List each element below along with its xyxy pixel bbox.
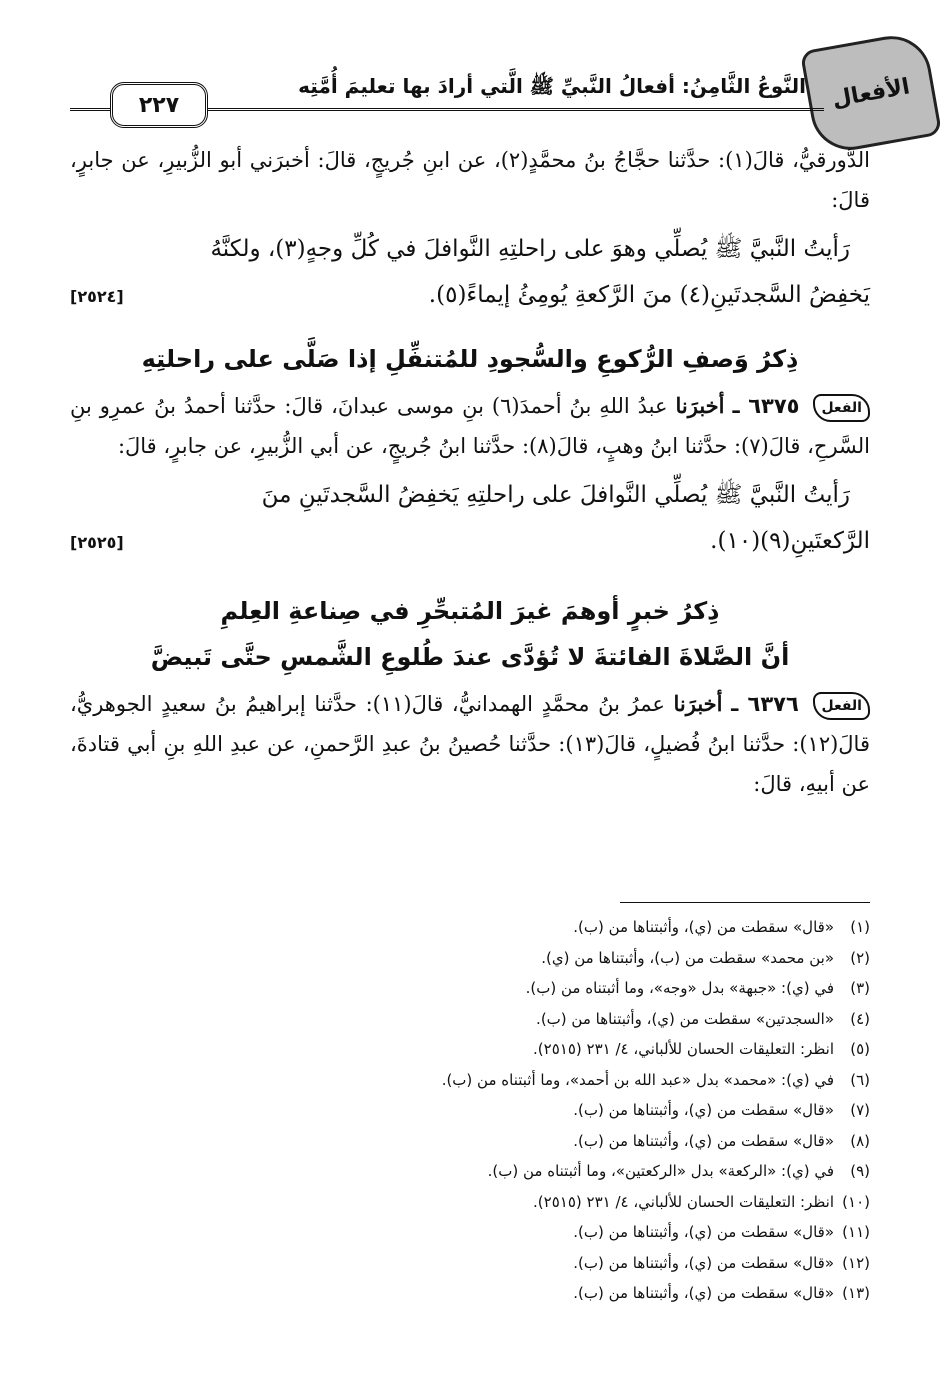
footnote-number: (١٢) <box>842 1253 870 1272</box>
footnote-text: «قال» سقطت من (ي)، وأثبتناها من (ب). <box>573 1101 834 1119</box>
hadith-number: ٦٣٧٥ ـ <box>732 394 800 418</box>
footnote-text: «قال» سقطت من (ي)، وأثبتناها من (ب). <box>573 1131 834 1150</box>
footnote-number: (٧) <box>850 1101 870 1119</box>
hadith-tag: الفعل <box>813 394 870 422</box>
section-heading-line2: أنَّ الصَّلاةَ الفائتةَ لا تُؤدَّى عندَ طُلوعِ الشَّمسِ حتَّى تَبيضَّ <box>150 643 790 671</box>
hadith-matn-end: يَخفِضُ السَّجدتَينِ(٤) منَ الرَّكعةِ يُومِئُ إيماءً(٥). <box>428 282 870 308</box>
main-text <box>70 140 870 804</box>
footnote <box>70 1217 870 1248</box>
hadith-tag: الفعل <box>813 692 870 720</box>
footnote <box>70 1034 870 1065</box>
footnote <box>70 1156 870 1187</box>
footnotes <box>70 912 870 1309</box>
isnad-continuation: الدَّورقيُّ، قالَ(١): حدَّثنا حجَّاجُ بنُ محمَّدٍ(٢)، عن ابنِ جُريجٍ، قالَ: أخبرَني أبو الزُّبيرِ، عن جابرٍ، قالَ: <box>70 148 870 212</box>
footnote-number: (٢) <box>850 948 870 967</box>
footnote <box>70 1126 870 1157</box>
hadith-isnad: عمرُ بنُ محمَّدٍ الهمدانيُّ، قالَ(١١): حدَّثنا إبراهيمُ بنُ سعيدٍ الجوهريُّ، قالَ(١٢): حدَّثنا ابنُ فُضيلٍ، قالَ(١٣): حدَّثنا حُصينُ بنُ عبدِ الرَّحمنِ، عن عبدِ اللهِ بنِ أبي قتادةَ، عن أبيهِ، قالَ: <box>70 692 870 796</box>
footnote-text: «قال» سقطت من (ي)، وأثبتناها من (ب). <box>573 918 834 936</box>
chapter-badge <box>800 30 942 156</box>
footnote <box>70 973 870 1004</box>
page-number-box <box>110 82 208 128</box>
footnote-text: انظر: التعليقات الحسان للألباني، ٤/ ٢٣١ (٢٥١٥). <box>533 1192 834 1211</box>
footnote-number: (٩) <box>850 1162 870 1180</box>
hadith-matn: رَأيتُ النَّبيَّ ﷺ يُصلِّي وهوَ على راحلتِهِ النَّوافلَ في كُلِّ وجهٍ(٣)، ولكنَّهُ <box>210 236 850 262</box>
hadith-isnad: عبدُ اللهِ بنُ أحمدَ(٦) بنِ موسى عبدانَ، قالَ: حدَّثنا أحمدُ بنُ عمرِو بنِ السَّرحِ، قالَ(٧): حدَّثنا ابنُ وهبٍ، قالَ(٨): حدَّثنا ابنُ جُريجٍ، عن أبي الزُّبيرِ، عن جابرٍ، قالَ: <box>70 394 870 458</box>
running-title: النَّوعُ الثَّامِنُ: أفعالُ النَّبيِّ ﷺ الَّتي أرادَ بها تعليمَ أُمَّتِه <box>298 74 806 98</box>
matn-end-line <box>70 518 870 566</box>
footnote-number: (٣) <box>850 979 870 997</box>
footnote-text: «قال» سقطت من (ي)، وأثبتناها من (ب). <box>573 1223 834 1241</box>
footnote <box>70 1004 870 1035</box>
footnote-number: (٥) <box>850 1040 870 1058</box>
footnote <box>70 1248 870 1279</box>
footnote <box>70 912 870 943</box>
hadith-matn: رَأيتُ النَّبيَّ ﷺ يُصلِّي النَّوافلَ على راحلتِهِ يَخفِضُ السَّجدتَينِ منَ <box>261 482 850 508</box>
section-heading: ذِكرُ وَصفِ الرُّكوعِ والسُّجودِ للمُتنفِّلِ إذا صَلَّى على راحلتِهِ <box>141 345 799 373</box>
section-heading: ذِكرُ خبرٍ أوهمَ غيرَ المُتبحِّرِ في صِناعةِ العِلمِ <box>220 597 720 625</box>
footnote-text: انظر: التعليقات الحسان للألباني، ٤/ ٢٣١ (٢٥١٥). <box>533 1040 834 1058</box>
running-header <box>70 60 934 130</box>
footnote-separator <box>620 902 870 903</box>
footnote-text: «قال» سقطت من (ي)، وأثبتناها من (ب). <box>573 1284 834 1302</box>
narration-start: أخبرَنا <box>675 393 725 418</box>
footnote-text: «السجدتين» سقطت من (ي)، وأثبتناها من (ب). <box>536 1009 834 1028</box>
footnote <box>70 943 870 974</box>
hadith-6376 <box>70 684 870 804</box>
narration-start: أخبرَنا <box>673 691 723 716</box>
footnote-text: «قال» سقطت من (ي)، وأثبتناها من (ب). <box>573 1253 834 1272</box>
page-number: ٢٢٧ <box>138 92 180 118</box>
footnote <box>70 1095 870 1126</box>
reference-number: [٢٥٢٥] <box>70 533 124 552</box>
footnote <box>70 1065 870 1096</box>
footnote <box>70 1278 870 1309</box>
footnote-number: (١) <box>850 918 870 936</box>
footnote-number: (٨) <box>850 1131 870 1150</box>
footnote-text: في (ي): «جبهة» بدل «وجه»، وما أثبتناه من (ب). <box>525 979 834 997</box>
reference-number: [٢٥٢٤] <box>70 287 124 306</box>
footnote-number: (٦) <box>850 1070 870 1089</box>
matn-end-line <box>70 272 870 320</box>
footnote-number: (١٠) <box>842 1192 870 1211</box>
footnote-number: (١٣) <box>842 1284 870 1302</box>
footnote-text: «بن محمد» سقطت من (ب)، وأثبتناها من (ي). <box>541 948 834 967</box>
footnote-text: في (ي): «الركعة» بدل «الركعتين»، وما أثبتناه من (ب). <box>487 1162 834 1180</box>
footnote <box>70 1187 870 1218</box>
footnote-text: في (ي): «محمد» بدل «عبد الله بن أحمد»، وما أثبتناه من (ب). <box>441 1070 834 1089</box>
hadith-matn-end: الرَّكعتَينِ(٩)(١٠). <box>710 528 870 554</box>
footnote-number: (٤) <box>850 1009 870 1028</box>
footnote-number: (١١) <box>842 1223 870 1241</box>
hadith-number: ٦٣٧٦ ـ <box>731 692 799 716</box>
chapter-badge-label: الأفعال <box>830 73 912 113</box>
hadith-6375 <box>70 386 870 466</box>
